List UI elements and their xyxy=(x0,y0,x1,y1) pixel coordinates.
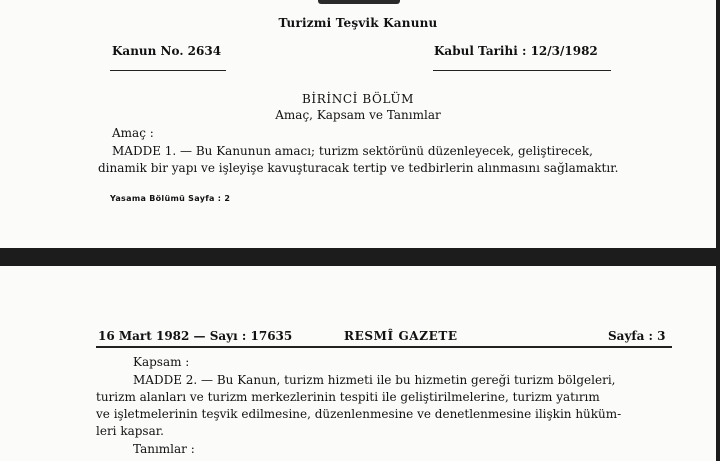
cropped-header-fragment xyxy=(318,0,400,4)
gazette-page-number: Sayfa : 3 xyxy=(608,329,666,343)
gazette-name: RESMÎ GAZETE xyxy=(344,329,458,343)
law-number-underline xyxy=(110,70,226,71)
acceptance-date-underline xyxy=(433,70,611,71)
law-title: Turizmi Teşvik Kanunu xyxy=(278,16,438,30)
purpose-heading: Amaç : xyxy=(112,126,154,140)
section-title: BİRİNCİ BÖLÜM xyxy=(302,92,414,106)
article-2 xyxy=(96,372,676,440)
article-1-line-1: MADDE 1. — Bu Kanunun amacı; turizm sektörünü düzenleyecek, geliştirecek, xyxy=(112,144,593,158)
article-1 xyxy=(98,143,652,177)
document-page-bottom xyxy=(0,266,720,461)
section-subtitle: Amaç, Kapsam ve Tanımlar xyxy=(275,108,441,122)
article-2-line-1: MADDE 2. — Bu Kanun, turizm hizmeti ile bu hizmetin gereği turizm bölgeleri, xyxy=(133,373,616,387)
definitions-heading: Tanımlar : xyxy=(133,442,195,456)
scope-heading: Kapsam : xyxy=(133,355,190,369)
article-2-line-2: turizm alanları ve turizm merkezlerinin tespiti ile geliştirilmelerine, turizm yatırım xyxy=(96,390,600,404)
gazette-date-issue: 16 Mart 1982 — Sayı : 17635 xyxy=(98,329,293,343)
article-1-line-2: dinamik bir yapı ve işleyişe kavuşturacak tertip ve tedbirlerin alınmasını sağlamaktır. xyxy=(98,161,619,175)
acceptance-date: Kabul Tarihi : 12/3/1982 xyxy=(434,44,598,58)
article-2-line-3: ve işletmelerinin teşvik edilmesine, düzenlenmesine ve denetlenmesine ilişkin hüküm- xyxy=(96,407,622,421)
page-footnote: Yasama Bölümü Sayfa : 2 xyxy=(110,194,231,203)
article-2-line-4: leri kapsar. xyxy=(96,424,164,438)
gazette-header-rule xyxy=(96,346,672,348)
law-number: Kanun No. 2634 xyxy=(112,44,222,58)
